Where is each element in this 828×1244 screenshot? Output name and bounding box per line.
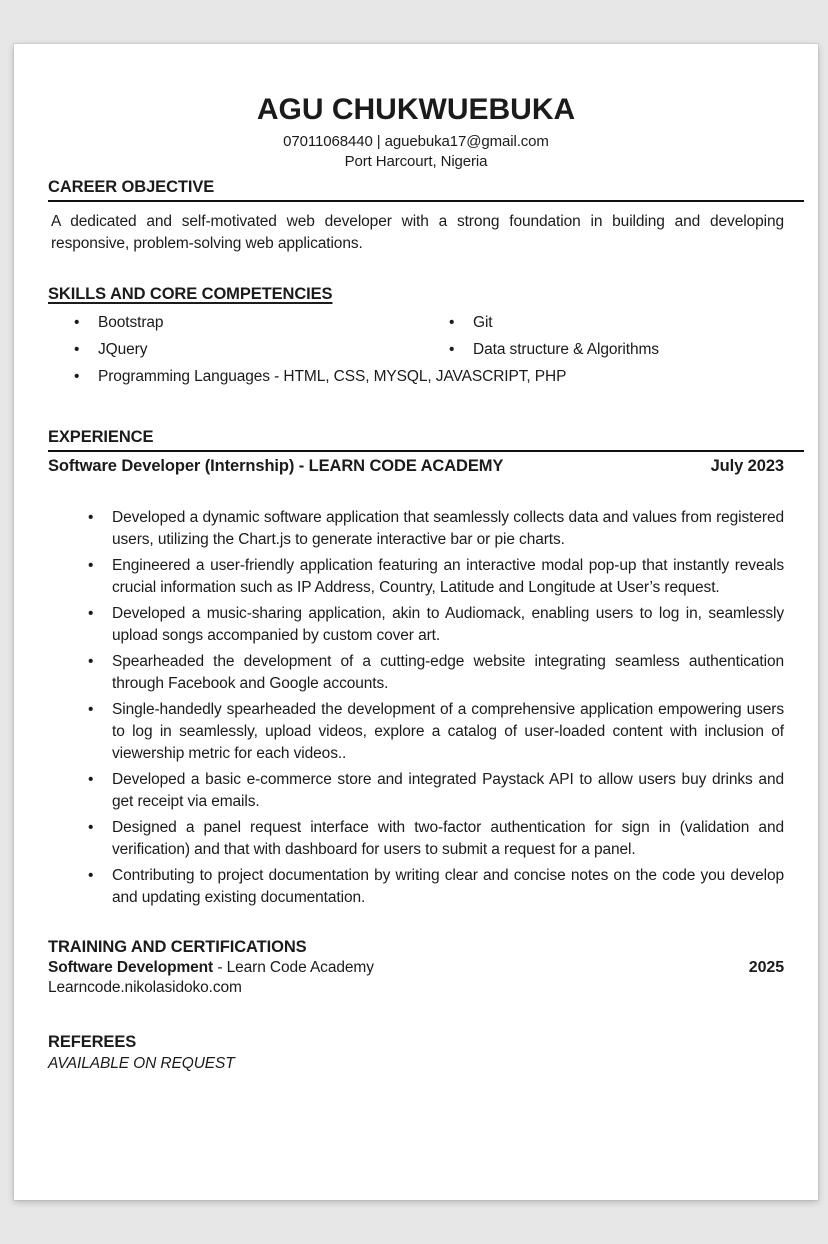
skills-list <box>48 312 784 393</box>
skill-item: • JQuery <box>48 339 423 360</box>
resume-content <box>14 44 818 1074</box>
skill-item: • Data structure & Algorithms <box>423 339 784 360</box>
referees-heading: REFEREES <box>48 1033 137 1051</box>
experience-bullet: • Designed a panel request interface with two-factor authentication for sign in (validation and verification) and that with dashboard for users to submit a request for a panel. <box>48 817 784 861</box>
skills-heading-wrap <box>48 285 784 304</box>
experience-bullet: • Spearheaded the development of a cutting-edge website integrating seamless authentication through Facebook and Google accounts. <box>48 651 784 695</box>
experience-bullet: • Contributing to project documentation by writing clear and concise notes on the code you develop and updating existing documentation. <box>48 865 784 909</box>
experience-bullet: • Developed a music-sharing application, akin to Audiomack, enabling users to log in, seamlessly upload songs accompanied by custom cover art. <box>48 603 784 647</box>
career-objective-text: A dedicated and self-motivated web developer with a strong foundation in building and developing responsive, problem-solving web applications. <box>51 213 784 252</box>
training-course-org: - Learn Code Academy <box>213 959 374 976</box>
training-course <box>48 957 374 978</box>
training-row <box>48 957 784 978</box>
experience-bullet: • Developed a dynamic software application that seamlessly collects data and values from registered users, utilizing the Chart.js to generate interactive bar or pie charts. <box>48 507 784 551</box>
skill-item: • Programming Languages - HTML, CSS, MYSQL, JAVASCRIPT, PHP <box>48 366 784 387</box>
phone-email-line: 07011068440 | aguebuka17@gmail.com <box>283 133 549 150</box>
skill-item: • Bootstrap <box>48 312 423 333</box>
experience-heading: EXPERIENCE <box>48 428 804 452</box>
skills-heading: SKILLS AND CORE COMPETENCIES <box>48 285 333 303</box>
contact-block <box>48 132 784 172</box>
role-title: Software Developer (Internship) - LEARN CODE ACADEMY <box>48 457 504 475</box>
training-heading: TRAINING AND CERTIFICATIONS <box>48 938 307 956</box>
experience-bullet: • Developed a basic e-commerce store and integrated Paystack API to allow users buy drinks and get receipt via emails. <box>48 769 784 813</box>
training-link: Learncode.nikolasidoko.com <box>48 979 242 996</box>
experience-section <box>48 428 784 909</box>
referees-text: AVAILABLE ON REQUEST <box>48 1055 235 1072</box>
role-row <box>48 456 784 476</box>
training-section <box>48 938 784 997</box>
location-line: Port Harcourt, Nigeria <box>344 153 488 170</box>
candidate-name: AGU CHUKWUEBUKA <box>256 93 576 126</box>
skill-item: • Git <box>423 312 784 333</box>
experience-bullet-list <box>48 507 784 909</box>
skills-section <box>48 285 784 393</box>
experience-bullet: • Single-handedly spearheaded the development of a comprehensive application empowering users to log in seamlessly, upload videos, explore a catalog of user-loaded content with inclusion of viewership metric for each videos.. <box>48 699 784 765</box>
experience-bullet: • Engineered a user-friendly application featuring an interactive modal pop-up that instantly reveals crucial information such as IP Address, Country, Latitude and Longitude at User’s request. <box>48 555 784 599</box>
training-year: 2025 <box>748 959 784 976</box>
resume-page <box>14 44 818 1200</box>
referees-section <box>48 1033 784 1074</box>
training-course-title: Software Development <box>48 959 214 976</box>
career-objective-heading: CAREER OBJECTIVE <box>48 178 804 202</box>
role-date: July 2023 <box>710 457 784 475</box>
